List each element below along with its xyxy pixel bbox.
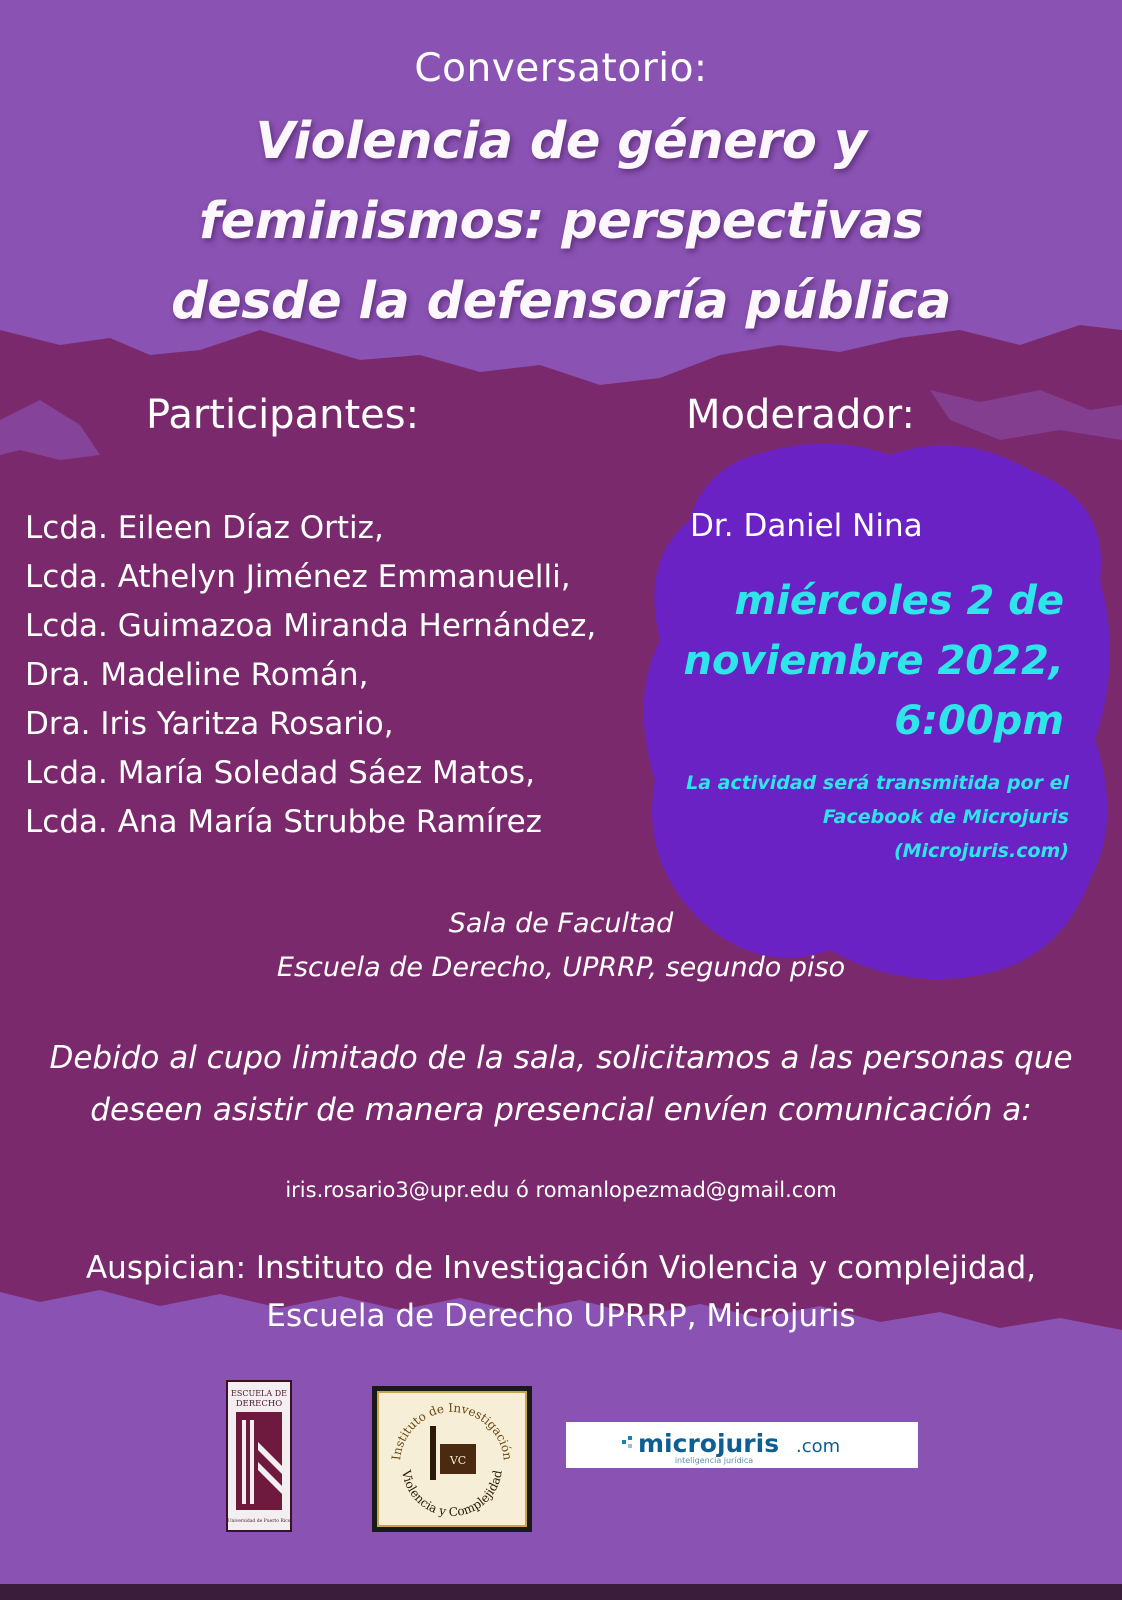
bottom-bar — [0, 1584, 1122, 1600]
event-time: 6:00pm — [894, 698, 1064, 744]
participant-item: Lcda. Athelyn Jiménez Emmanuelli, — [25, 559, 571, 595]
moderator-name: Dr. Daniel Nina — [690, 508, 923, 544]
event-title-line-3: desde la defensoría pública — [171, 272, 951, 331]
participants-list — [25, 508, 596, 851]
participant-item: Lcda. Ana María Strubbe Ramírez — [25, 804, 542, 840]
svg-text:DERECHO: DERECHO — [235, 1399, 283, 1409]
participant-item: Lcda. María Soledad Sáez Matos, — [25, 755, 535, 791]
participants-heading: Participantes: — [146, 392, 420, 438]
svg-text:microjuris: microjuris — [638, 1429, 780, 1458]
event-title-line-2: feminismos: perspectivas — [198, 192, 924, 251]
svg-text:ESCUELA DE: ESCUELA DE — [231, 1389, 287, 1398]
escuela-derecho-logo — [226, 1380, 292, 1532]
event-type-label: Conversatorio: — [414, 46, 708, 91]
svg-text:Instituto de Investigación: Instituto de Investigación — [389, 1400, 515, 1461]
participant-item: Dra. Madeline Román, — [25, 657, 369, 693]
moderator-heading: Moderador: — [686, 392, 916, 438]
svg-text:Violencia y Complejidad: Violencia y Complejidad — [399, 1468, 505, 1520]
svg-text:Universidad de Puerto Rico: Universidad de Puerto Rico — [228, 1519, 290, 1524]
event-date-line-1: miércoles 2 de — [734, 578, 1064, 624]
participant-item: Lcda. Eileen Díaz Ortiz, — [25, 510, 384, 546]
participant-item: Lcda. Guimazoa Miranda Hernández, — [25, 608, 597, 644]
sponsors-line-1: Auspician: Instituto de Investigación Violencia y complejidad, — [85, 1250, 1037, 1286]
sponsors-line-2: Escuela de Derecho UPRRP, Microjuris — [266, 1298, 856, 1334]
contact-emails[interactable]: iris.rosario3@upr.edu ó romanlopezmad@gmail.com — [285, 1178, 837, 1202]
venue-location: Escuela de Derecho, UPRRP, segundo piso — [276, 952, 846, 983]
participant-item: Dra. Iris Yaritza Rosario, — [25, 706, 394, 742]
event-title-line-1: Violencia de género y — [255, 112, 867, 171]
stream-note-line-3: (Microjuris.com) — [893, 840, 1069, 862]
capacity-notice-line-1: Debido al cupo limitado de la sala, solicitamos a las personas que — [49, 1040, 1073, 1076]
svg-text:VC: VC — [449, 1454, 467, 1467]
svg-text:.com: .com — [796, 1436, 841, 1457]
capacity-notice-line-2: deseen asistir de manera presencial envíen comunicación a: — [90, 1092, 1032, 1128]
stream-note-line-1: La actividad será transmitida por el — [686, 772, 1069, 794]
event-date-line-2: noviembre 2022, — [683, 638, 1064, 684]
svg-text:inteligencia jurídica: inteligencia jurídica — [674, 1456, 754, 1465]
stream-note-line-2: Facebook de Microjuris — [822, 806, 1069, 828]
venue-room: Sala de Facultad — [448, 908, 674, 939]
microjuris-logo — [566, 1422, 918, 1468]
instituto-investigacion-logo — [372, 1386, 532, 1532]
